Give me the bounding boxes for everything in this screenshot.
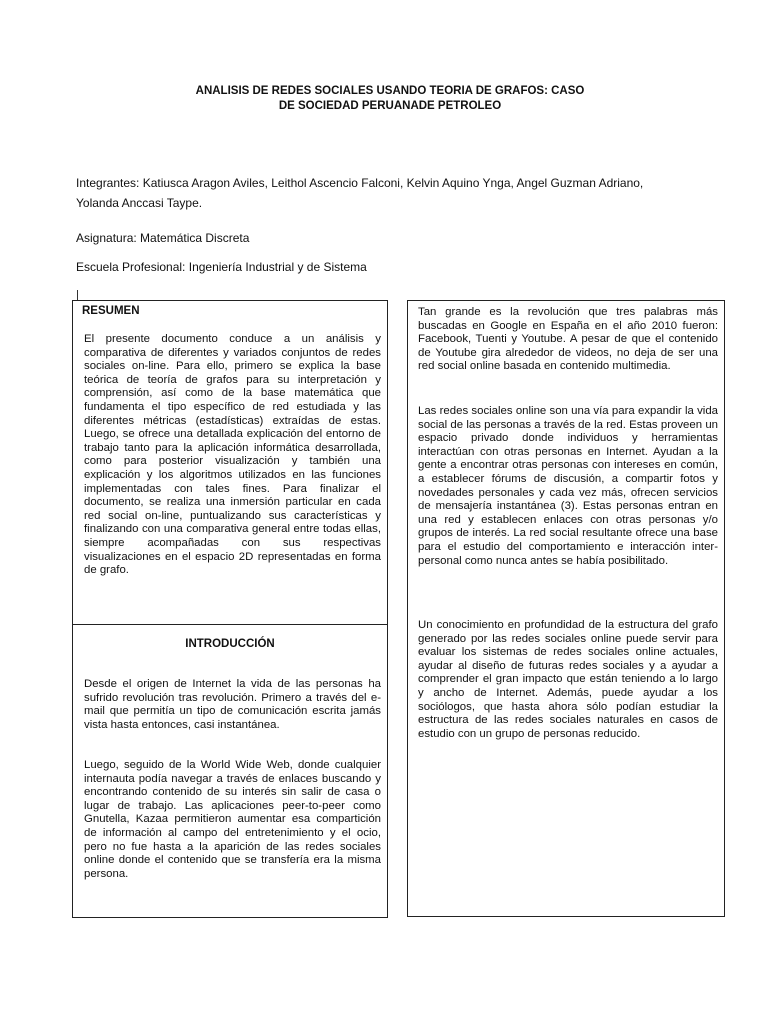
left-column-box [72,300,388,918]
right-column-box [407,300,725,917]
right-paragraph-2: Las redes sociales online son una vía para expandir la vida social de las personas a través de la red. Estas proveen un espacio privado donde individuos y herramientas interactúan con otras personas en Internet. Ayudan a la gente a encontrar otras personas con intereses en común, a establecer fórums de discusión, a compartir fotos y novedades personales y cada vez más, ofrecen servicios de mensajería instantánea (3). Estas personas entran en una red y establecen enlaces con otras personas y/o grupos de interés. La red social resultante ofrece una base para el estudio del comportamiento e interacción inter-personal como nunca antes se había posibilitado. [418,405,718,567]
paper-title-line1: ANALISIS DE REDES SOCIALES USANDO TEORIA DE GRAFOS: CASO [195,85,585,97]
introduccion-paragraph-2: Luego, seguido de la World Wide Web, donde cualquier internauta podía navegar a través de enlaces buscando y encontrando contenido de su interés sin salir de casa o lugar de trabajo. Las aplicaciones peer-to-peer como Gnutella, Kazaa permitieron aumentar esa compartición de información al campo del entretenimiento y el ocio, pero no fue hasta a la aparición de las redes sociales online donde el contenido que se transfería era la misma persona. [84,759,381,880]
school-line: Escuela Profesional: Ingeniería Industrial y de Sistema [76,260,367,274]
section-divider [73,624,387,625]
right-paragraph-3: Un conocimiento en profundidad de la estructura del grafo generado por las redes sociales online puede servir para evaluar los sistemas de redes sociales online actuales, ayudar al diseño de futuras redes sociales y a ayudar a comprender el gran impacto que están teniendo a lo largo y ancho de Internet. Además, puede ayudar a los sociólogos, que hasta ahora sólo podían estudiar la estructura de las redes sociales naturales en casos de estudio con un grupo de personas reducido. [418,619,718,740]
authors-line2: Yolanda Anccasi Taype. [76,196,203,210]
resumen-text: El presente documento conduce a un análisis y comparativa de diferentes y variados conjuntos de redes sociales on-line. Para ello, primero se explica la base teórica de teoría de grafos para su interpretación y comprensión, así como de la base matemática que fundamenta el tipo específico de red estudiada y las diferentes métricas (estadísticas) extraídas de estas. Luego, se ofrece una detallada explicación del entorno de trabajo tanto para la aplicación informática desarrollada, como para posterior visualización y también una explicación y los algoritmos utilizados en las funciones implementadas con tales fines. Para finalizar el documento, se realiza una inmersión particular en cada red social on-line, puntualizando sus características y finalizando con una comparativa general entre todas ellas, siempre acompañadas con sus respectivas visualizaciones en el espacio 2D representadas en forma de grafo. [84,333,381,577]
introduccion-heading: INTRODUCCIÓN [185,638,275,650]
authors-line1: Integrantes: Katiusca Aragon Aviles, Leithol Ascencio Falconi, Kelvin Aquino Ynga, Angel Guzman Adriano, [76,176,644,190]
text-cursor [77,290,78,300]
right-paragraph-1: Tan grande es la revolución que tres palabras más buscadas en Google en España en el año 2010 fueron: Facebook, Tuenti y Youtube. A pesar de que el contenido de Youtube gira alrededor de videos, no deja de ser una red social online basada en contenido multimedia. [418,306,718,373]
introduccion-paragraph-1: Desde el origen de Internet la vida de las personas ha sufrido revolución tras revolución. Primero a través del e-mail que permitía un tipo de comunicación escrita jamás vista hasta entonces, casi instantánea. [84,678,381,731]
resumen-heading: RESUMEN [82,305,140,317]
course-line: Asignatura: Matemática Discreta [76,231,250,245]
paper-title-line2: DE SOCIEDAD PERUANADE PETROLEO [278,100,502,112]
paper-title [120,84,660,114]
